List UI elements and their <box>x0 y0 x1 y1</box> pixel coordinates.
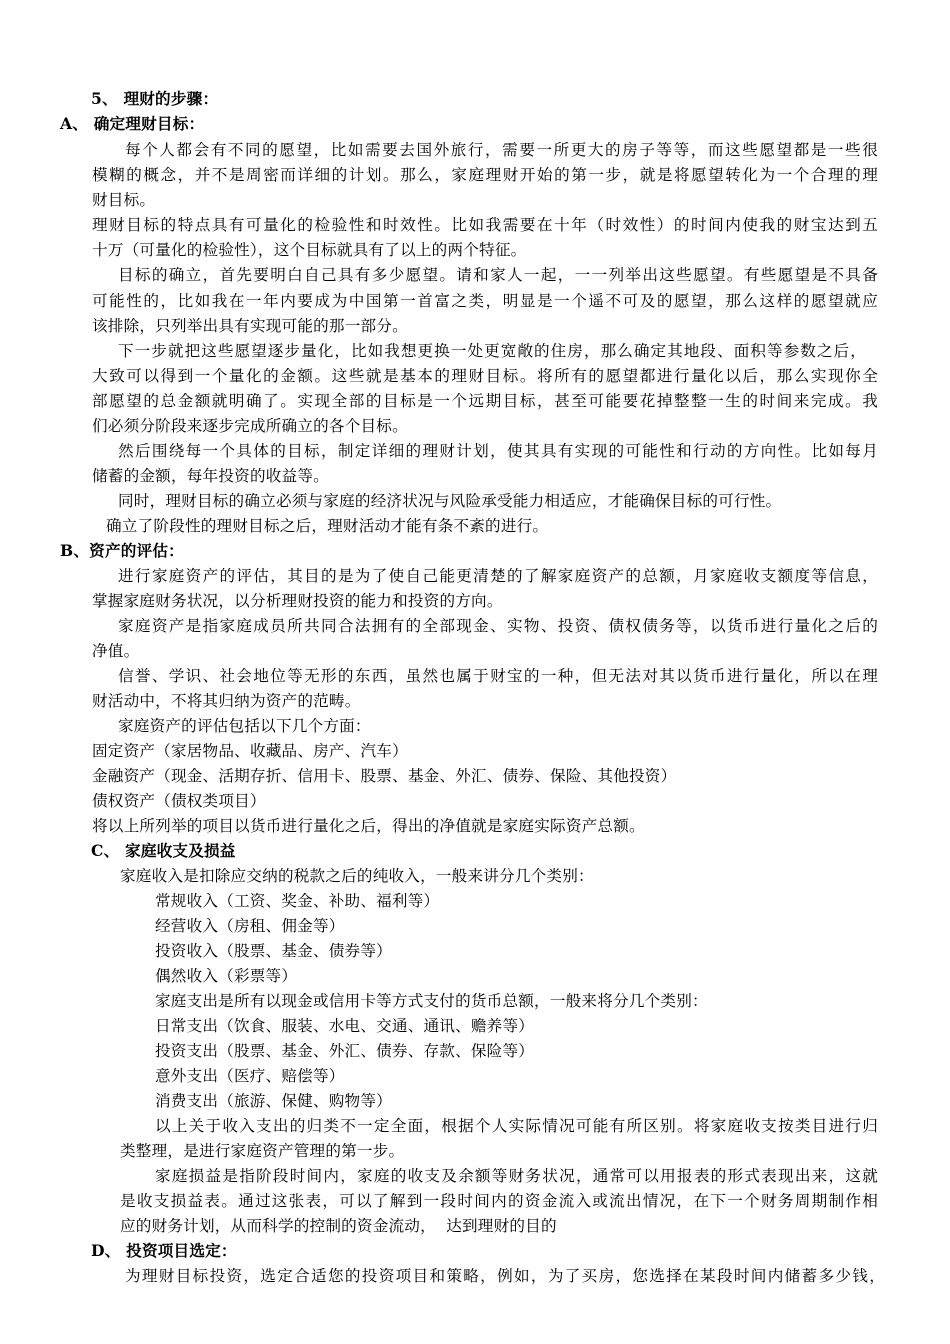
paragraph-line: 该排除，只列举出具有实现可能的那一部分。 <box>92 317 408 335</box>
paragraph-line: 将以上所列举的项目以货币进行量化之后，得出的净值就是家庭实际资产总额。 <box>92 817 645 835</box>
paragraph-line: 财目标。 <box>92 191 156 209</box>
paragraph-line: 目标的确立，首先要明白自己具有多少愿望。请和家人一起，一一列举出这些愿望。有些愿望是不具备 <box>118 266 878 284</box>
list-item: 金融资产（现金、活期存折、信用卡、股票、基金、外汇、债券、保险、其他投资） <box>92 767 677 785</box>
paragraph-line: 确立了阶段性的理财目标之后，理财活动才能有条不紊的进行。 <box>106 517 549 535</box>
list-item: 日常支出（饮食、服装、水电、交通、通讯、赡养等） <box>155 1017 535 1035</box>
paragraph-line: 同时，理财目标的确立必须与家庭的经济状况与风险承受能力相适应，才能确保目标的可行性。 <box>118 492 782 510</box>
paragraph-line: 为理财目标投资，选定合适您的投资项目和策略，例如，为了买房，您选择在某段时间内储蓄多少钱， <box>125 1267 885 1285</box>
paragraph-line: 家庭资产是指家庭成员所共同合法拥有的全部现金、实物、投资、债权债务等，以货币进行量化之后的 <box>118 617 878 635</box>
list-item: 投资支出（股票、基金、外汇、债券、存款、保险等） <box>155 1042 535 1060</box>
paragraph-line: 们必须分阶段来逐步完成所确立的各个目标。 <box>92 417 408 435</box>
paragraph-line: 家庭支出是所有以现金或信用卡等方式支付的货币总额，一般来将分几个类别： <box>155 992 708 1010</box>
paragraph-line: 掌握家庭财务状况，以分析理财投资的能力和投资的方向。 <box>92 592 503 610</box>
section-a-heading: A、 确定理财目标： <box>60 114 205 133</box>
paragraph-line: 家庭资产的评估包括以下几个方面： <box>118 717 371 735</box>
paragraph-line: 类整理，是进行家庭资产管理的第一步。 <box>120 1142 405 1160</box>
list-item: 债权资产（债权类项目） <box>92 792 266 810</box>
paragraph-line: 每个人都会有不同的愿望，比如需要去国外旅行，需要一所更大的房子等等，而这些愿望都是一些很 <box>125 141 878 159</box>
paragraph-line: 信誉、学识、社会地位等无形的东西，虽然也属于财宝的一种，但无法对其以货币进行量化，所以在理 <box>118 667 878 685</box>
list-item: 投资收入（股票、基金、债券等） <box>155 942 392 960</box>
list-item: 固定资产（家居物品、收藏品、房产、汽车） <box>92 742 408 760</box>
list-item: 消费支出（旅游、保健、购物等） <box>155 1092 392 1110</box>
list-item: 经营收入（房租、佣金等） <box>155 917 345 935</box>
section-d-heading: D、 投资项目选定： <box>91 1241 237 1260</box>
list-item: 意外支出（医疗、赔偿等） <box>155 1067 345 1085</box>
paragraph-line: 模糊的概念，并不是周密而详细的计划。那么，家庭理财开始的第一步，就是将愿望转化为一个合理的理 <box>92 166 878 184</box>
section-heading: 5、 理财的步骤： <box>91 89 219 108</box>
paragraph-line: 净值。 <box>92 642 140 660</box>
paragraph-line: 家庭损益是指阶段时间内，家庭的收支及余额等财务状况，通常可以用报表的形式表现出来，这就 <box>155 1167 878 1185</box>
list-item: 偶然收入（彩票等） <box>155 967 298 985</box>
paragraph-line: 应的财务计划，从而科学的控制的资金流动， 达到理财的目的 <box>120 1217 557 1235</box>
paragraph-line: 部愿望的总金额就明确了。实现全部的目标是一个远期目标，甚至可能要花掉整整一生的时间来完成。我 <box>92 392 878 410</box>
section-c-heading: C、 家庭收支及损益 <box>91 841 236 860</box>
list-item: 常规收入（工资、奖金、补助、福利等） <box>155 892 440 910</box>
paragraph-line: 十万（可量化的检验性），这个目标就具有了以上的两个特征。 <box>92 241 527 259</box>
paragraph-line: 是收支损益表。通过这张表，可以了解到一段时间内的资金流入或流出情况，在下一个财务周期制作相 <box>120 1192 878 1210</box>
paragraph-line: 家庭收入是扣除应交纳的税款之后的纯收入，一般来讲分几个类别： <box>120 867 594 885</box>
paragraph-line: 下一步就把这些愿望逐步量化，比如我想更换一处更宽敞的住房，那么确定其地段、面积等参数之后， <box>118 342 866 360</box>
paragraph-line: 进行家庭资产的评估，其目的是为了使自己能更清楚的了解家庭资产的总额，月家庭收支额度等信息， <box>118 567 878 585</box>
paragraph-line: 储蓄的金额，每年投资的收益等。 <box>92 467 329 485</box>
paragraph-line: 财活动中，不将其归纳为资产的范畴。 <box>92 692 361 710</box>
paragraph-line: 大致可以得到一个量化的金额。这些就是基本的理财目标。将所有的愿望都进行量化以后，那么实现你全 <box>92 367 878 385</box>
paragraph-line: 理财目标的特点具有可量化的检验性和时效性。比如我需要在十年（时效性）的时间内使我的财宝达到五 <box>92 216 878 234</box>
paragraph-line: 以上关于收入支出的归类不一定全面，根据个人实际情况可能有所区别。将家庭收支按类目进行归 <box>155 1117 878 1135</box>
section-b-heading: B、资产的评估： <box>60 541 184 560</box>
paragraph-line: 可能性的，比如我在一年内要成为中国第一首富之类，明显是一个遥不可及的愿望，那么这样的愿望就应 <box>92 292 878 310</box>
paragraph-line: 然后围绕每一个具体的目标，制定详细的理财计划，使其具有实现的可能性和行动的方向性。比如每月 <box>118 442 878 460</box>
